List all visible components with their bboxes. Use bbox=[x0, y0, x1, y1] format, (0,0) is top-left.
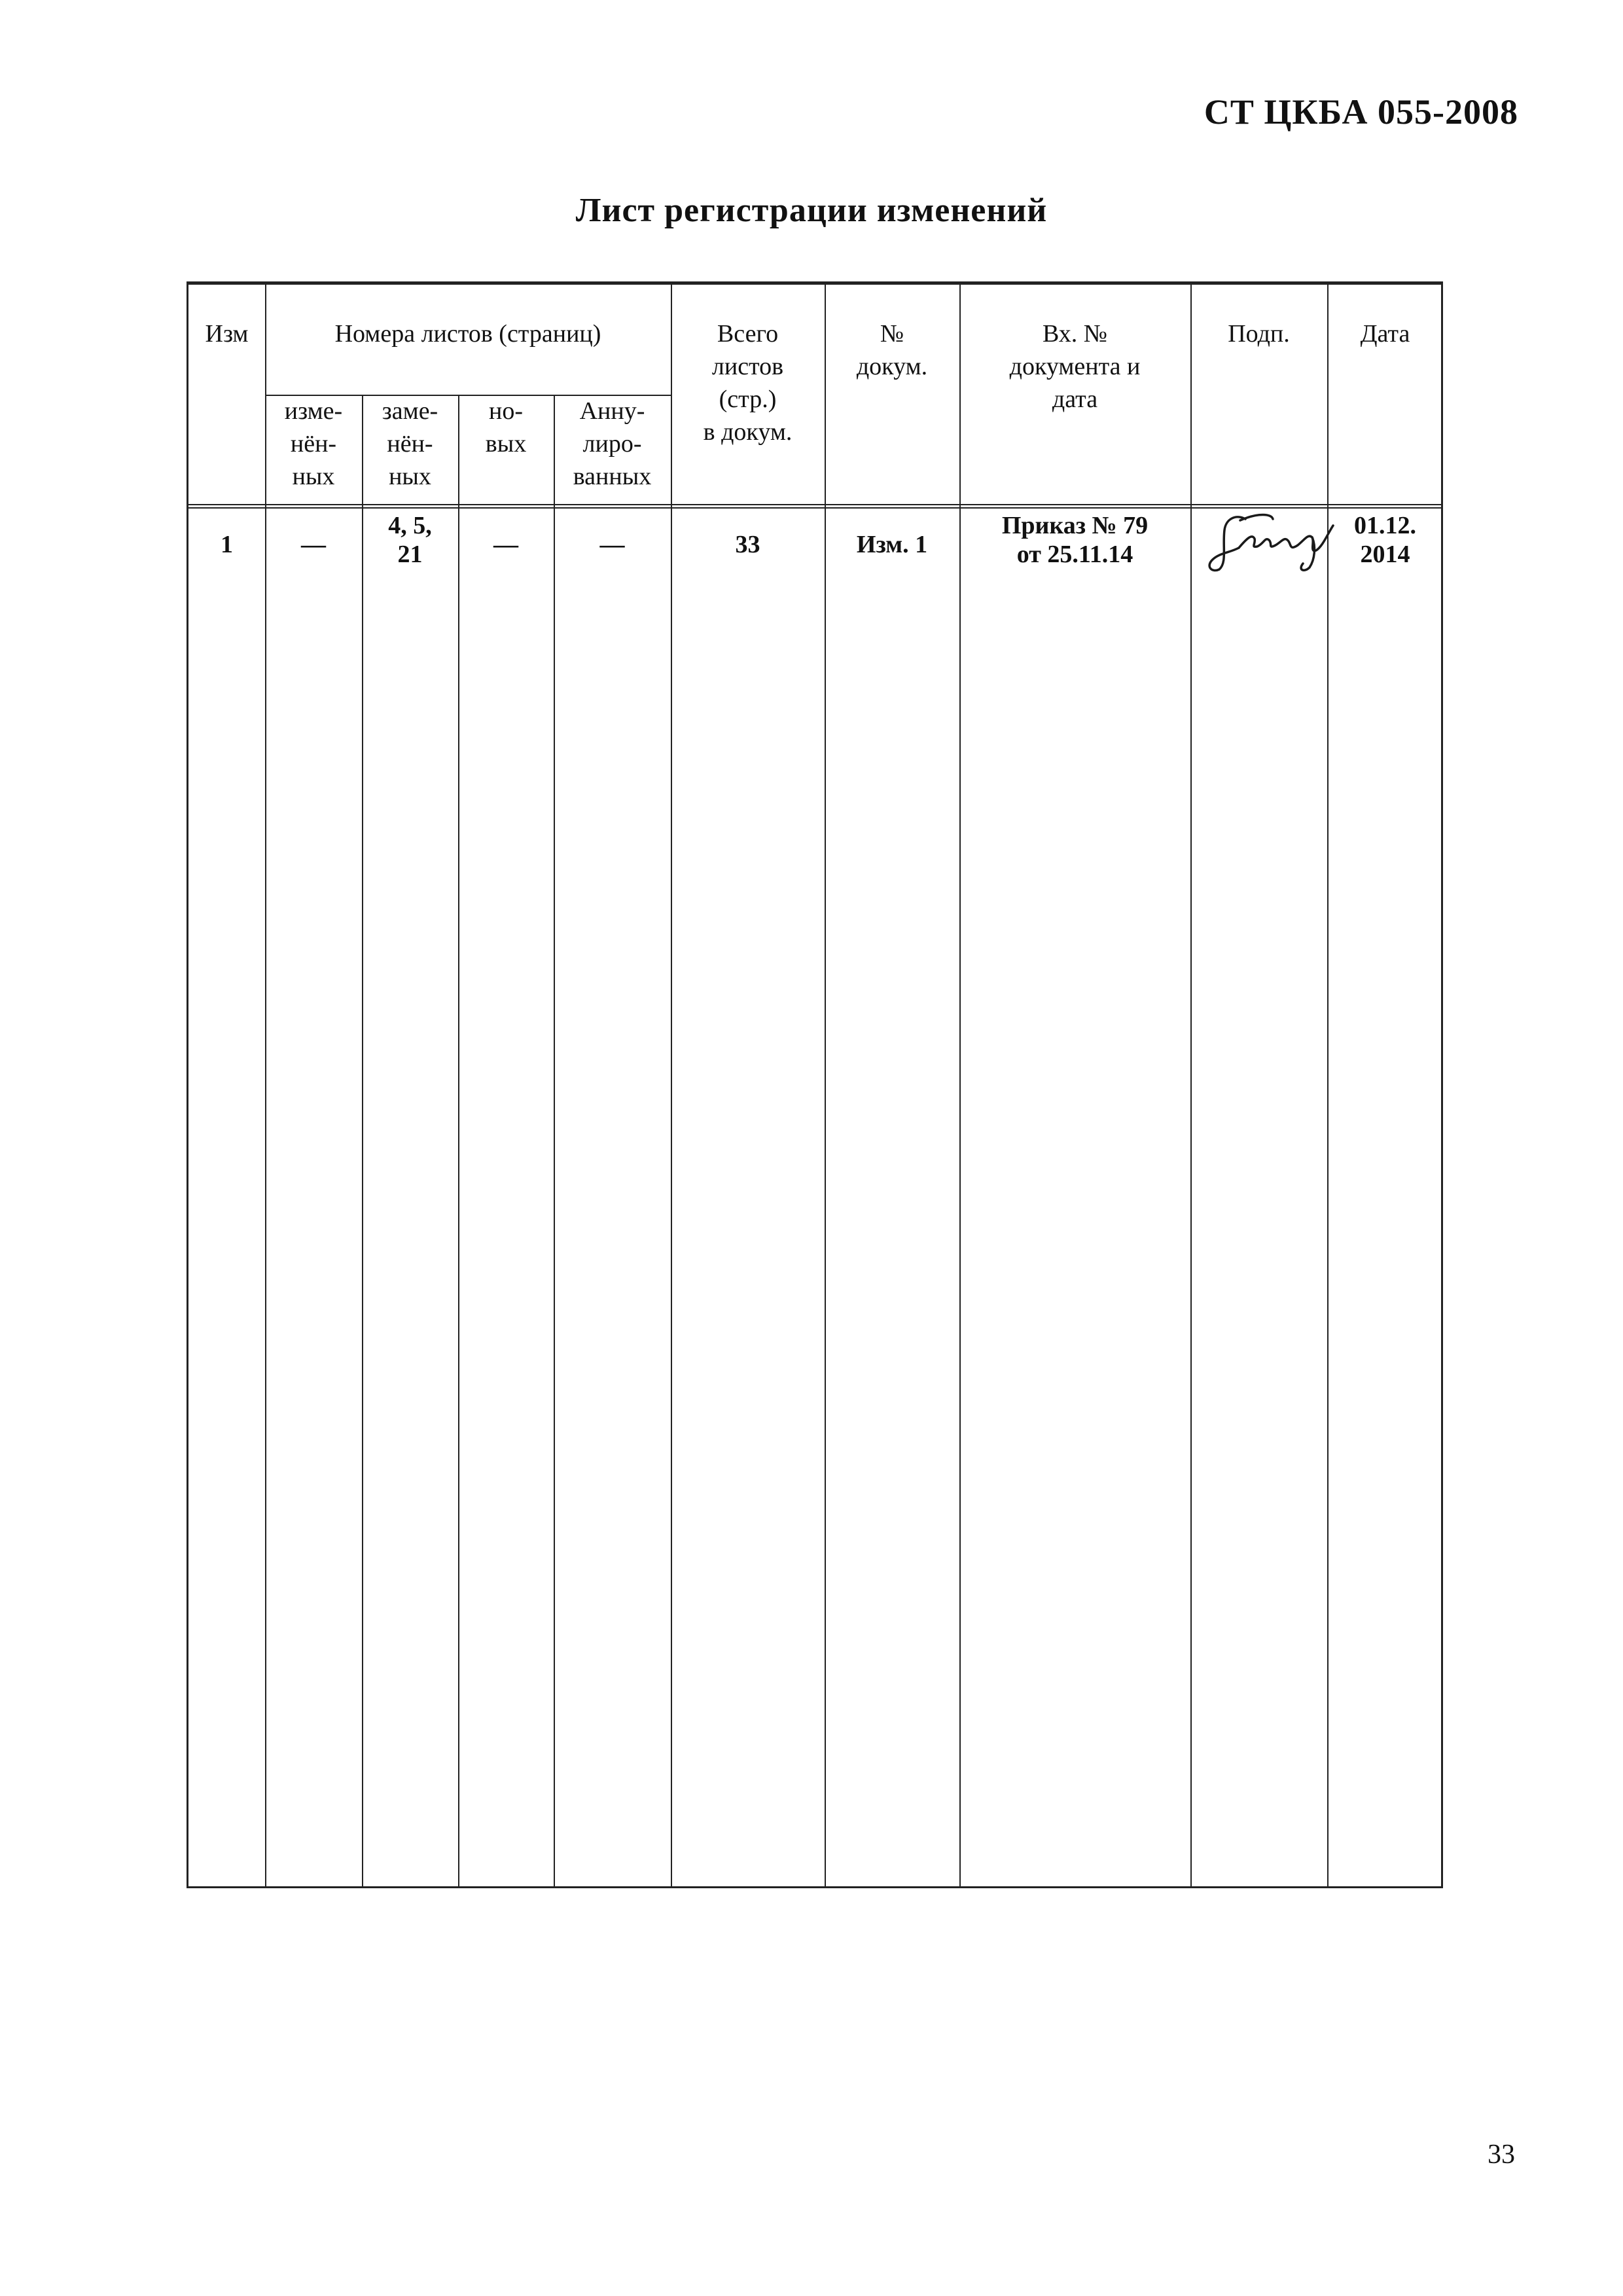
header-annulled: Анну- лиро- ванных bbox=[573, 397, 652, 490]
header-new: но- вых bbox=[485, 397, 527, 457]
row-annulled: — bbox=[599, 531, 625, 558]
row-new: — bbox=[493, 531, 518, 558]
header-changed: изме- нён- ных bbox=[284, 397, 343, 490]
column-divider bbox=[362, 396, 363, 1886]
column-divider bbox=[265, 285, 266, 1886]
page-title: Лист регистрации изменений bbox=[575, 192, 1048, 229]
row-replaced: 4, 5, 21 bbox=[388, 512, 432, 568]
header-date: Дата bbox=[1360, 320, 1410, 348]
row-date: 01.12. 2014 bbox=[1354, 512, 1416, 568]
header-izm: Изм bbox=[205, 320, 249, 348]
column-divider bbox=[1190, 285, 1192, 1886]
column-divider bbox=[458, 396, 459, 1886]
row-total: 33 bbox=[735, 531, 760, 558]
row-incoming-doc: Приказ № 79 от 25.11.14 bbox=[1001, 512, 1149, 568]
header-sheet-numbers: Номера листов (страниц) bbox=[334, 320, 601, 348]
document-code: СТ ЦКБА 055-2008 bbox=[1204, 92, 1518, 132]
change-registration-table bbox=[187, 281, 1443, 1888]
page-number: 33 bbox=[1488, 2140, 1515, 2170]
header-incoming-doc: Вх. № документа и дата bbox=[1009, 320, 1141, 413]
column-divider bbox=[554, 396, 555, 1886]
column-divider bbox=[825, 285, 826, 1886]
header-replaced: заме- нён- ных bbox=[382, 397, 438, 490]
header-signature: Подп. bbox=[1228, 320, 1290, 348]
row-doc-number: Изм. 1 bbox=[856, 531, 928, 558]
column-divider bbox=[671, 285, 672, 1886]
header-total-sheets: Всего листов (стр.) в докум. bbox=[703, 320, 793, 446]
header-doc-number: № докум. bbox=[856, 320, 928, 380]
row-changed: — bbox=[301, 531, 326, 558]
handwritten-signature bbox=[1200, 507, 1340, 576]
row-izm: 1 bbox=[221, 531, 233, 558]
